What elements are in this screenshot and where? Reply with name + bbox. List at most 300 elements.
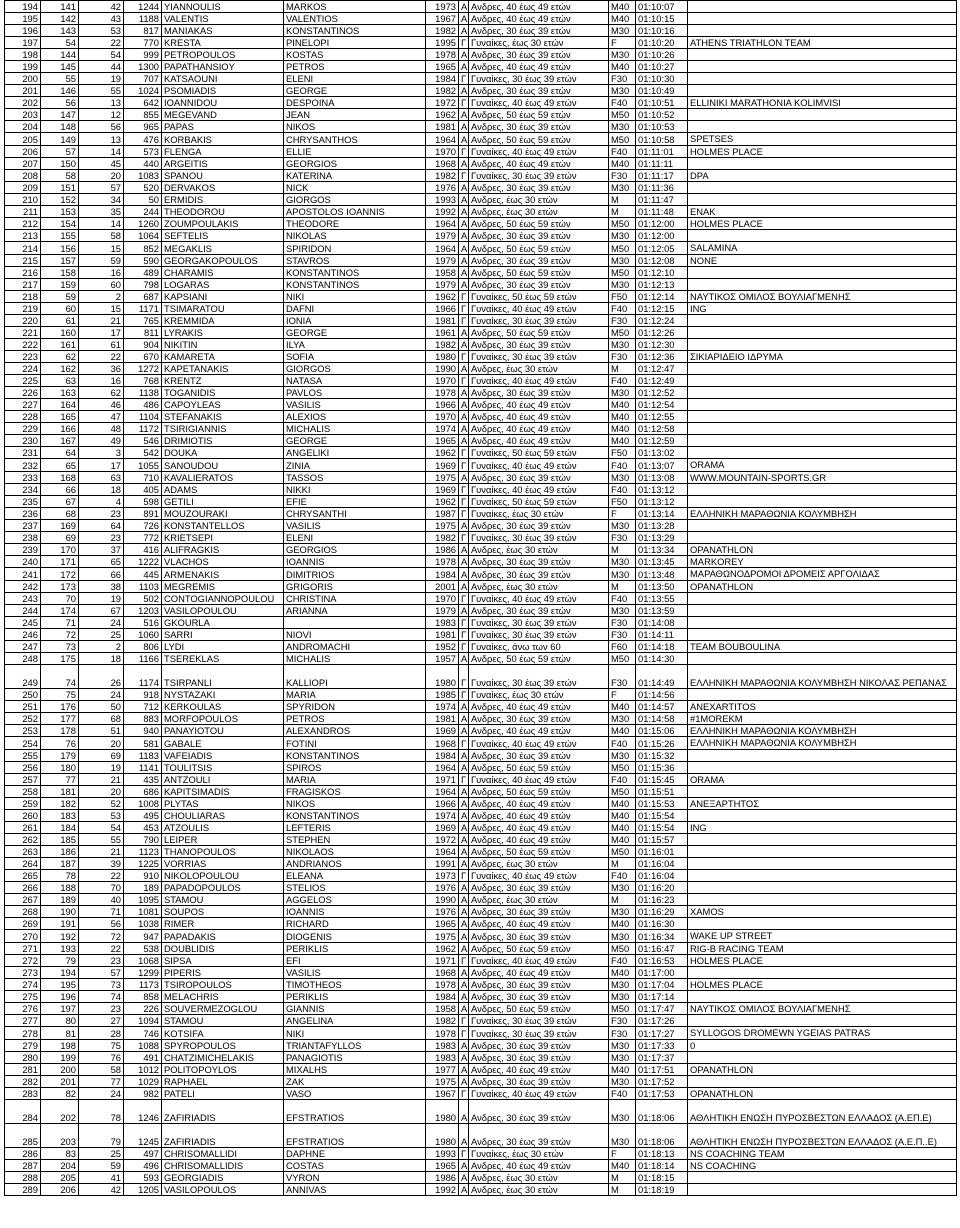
category-rank-cell: 66 bbox=[41, 483, 79, 495]
sex-cell: Α bbox=[459, 1184, 469, 1196]
category-cell: Ανδρες, 40 έως 49 ετών bbox=[469, 13, 609, 25]
time-cell: 01:15:53 bbox=[636, 797, 688, 809]
first-name-cell: LEFTERIS bbox=[284, 822, 426, 834]
first-name-cell: GIORGOS bbox=[284, 363, 426, 375]
class-cell: M30 bbox=[609, 471, 636, 483]
birth-year-cell: 1975 bbox=[426, 1076, 459, 1088]
bib-cell: 486 bbox=[124, 399, 162, 411]
surname-cell: VORRIAS bbox=[162, 858, 284, 870]
club-cell: WAKE UP STREET bbox=[688, 930, 957, 942]
position-cell: 204 bbox=[5, 121, 41, 133]
table-row bbox=[5, 544, 957, 556]
class-cell: M40 bbox=[609, 967, 636, 979]
sex-cell: Α bbox=[459, 411, 469, 423]
table-row bbox=[5, 737, 957, 749]
first-name-cell: GIANNIS bbox=[284, 1003, 426, 1015]
club-cell: NONE bbox=[688, 254, 957, 266]
category-cell: Ανδρες, 50 έως 59 ετών bbox=[469, 218, 609, 230]
class-cell: M50 bbox=[609, 785, 636, 797]
bib-cell: 1012 bbox=[124, 1063, 162, 1075]
time-cell: 01:11:01 bbox=[636, 145, 688, 157]
birth-year-cell: 1966 bbox=[426, 303, 459, 315]
surname-cell: PATELI bbox=[162, 1088, 284, 1100]
category-rank-cell: 158 bbox=[41, 266, 79, 278]
category-rank-cell: 187 bbox=[41, 858, 79, 870]
class-cell: F bbox=[609, 688, 636, 700]
category-cell: Ανδρες, 30 έως 39 ετών bbox=[469, 604, 609, 616]
bib-cell: 445 bbox=[124, 568, 162, 580]
table-row bbox=[5, 423, 957, 435]
time-cell: 01:13:02 bbox=[636, 447, 688, 459]
class-cell: F40 bbox=[609, 954, 636, 966]
surname-cell: SIPSA bbox=[162, 954, 284, 966]
position-cell: 269 bbox=[5, 918, 41, 930]
table-row bbox=[5, 266, 957, 278]
class-cell: M30 bbox=[609, 1076, 636, 1088]
class-rank-cell: 24 bbox=[79, 616, 124, 628]
surname-cell: DERVAKOS bbox=[162, 182, 284, 194]
time-cell: 01:17:37 bbox=[636, 1051, 688, 1063]
category-rank-cell: 83 bbox=[41, 1147, 79, 1159]
class-cell: M bbox=[609, 580, 636, 592]
class-rank-cell: 19 bbox=[79, 592, 124, 604]
birth-year-cell: 1978 bbox=[426, 556, 459, 568]
class-cell: F50 bbox=[609, 495, 636, 507]
position-cell: 209 bbox=[5, 182, 41, 194]
category-rank-cell: 65 bbox=[41, 459, 79, 471]
club-cell bbox=[688, 25, 957, 37]
category-rank-cell: 144 bbox=[41, 49, 79, 61]
category-cell: Ανδρες, 40 έως 49 ετών bbox=[469, 810, 609, 822]
class-cell: F50 bbox=[609, 447, 636, 459]
position-cell: 211 bbox=[5, 206, 41, 218]
surname-cell: THANOPOULOS bbox=[162, 846, 284, 858]
class-rank-cell: 35 bbox=[79, 206, 124, 218]
class-rank-cell: 56 bbox=[79, 121, 124, 133]
sex-cell: Α bbox=[459, 157, 469, 169]
category-cell: Ανδρες, 40 έως 49 ετών bbox=[469, 1063, 609, 1075]
bib-cell: 497 bbox=[124, 1147, 162, 1159]
category-rank-cell: 167 bbox=[41, 435, 79, 447]
position-cell: 267 bbox=[5, 894, 41, 906]
surname-cell: CHATZIMICHELAKIS bbox=[162, 1051, 284, 1063]
class-rank-cell: 76 bbox=[79, 1051, 124, 1063]
class-cell: M30 bbox=[609, 713, 636, 725]
category-rank-cell: 73 bbox=[41, 640, 79, 652]
category-rank-cell: 178 bbox=[41, 725, 79, 737]
birth-year-cell: 1965 bbox=[426, 435, 459, 447]
class-rank-cell: 72 bbox=[79, 930, 124, 942]
bib-cell: 1183 bbox=[124, 749, 162, 761]
club-cell: ΑΘΛΗΤΙΚΗ ΕΝΩΣΗ ΠΥΡΟΣΒΕΣΤΩΝ ΕΛΛΑΔΟΣ (Α.Ε.Π..Ε) bbox=[688, 1124, 957, 1148]
birth-year-cell: 1964 bbox=[426, 761, 459, 773]
sex-cell: Α bbox=[459, 810, 469, 822]
class-cell: F40 bbox=[609, 375, 636, 387]
table-row bbox=[5, 785, 957, 797]
table-row bbox=[5, 303, 957, 315]
bib-cell: 855 bbox=[124, 109, 162, 121]
sex-cell: Α bbox=[459, 13, 469, 25]
time-cell: 01:15:45 bbox=[636, 773, 688, 785]
club-cell bbox=[688, 423, 957, 435]
first-name-cell: TASSOS bbox=[284, 471, 426, 483]
class-cell: M50 bbox=[609, 1003, 636, 1015]
class-rank-cell: 71 bbox=[79, 906, 124, 918]
time-cell: 01:13:12 bbox=[636, 483, 688, 495]
birth-year-cell: 1970 bbox=[426, 375, 459, 387]
time-cell: 01:11:17 bbox=[636, 169, 688, 181]
category-rank-cell: 142 bbox=[41, 13, 79, 25]
category-cell: Γυναίκες, 30 έως 39 ετών bbox=[469, 665, 609, 689]
category-cell: Γυναίκες, 30 έως 39 ετών bbox=[469, 351, 609, 363]
class-cell: M40 bbox=[609, 423, 636, 435]
birth-year-cell: 1982 bbox=[426, 532, 459, 544]
sex-cell: Α bbox=[459, 1172, 469, 1184]
birth-year-cell: 1983 bbox=[426, 1039, 459, 1051]
position-cell: 285 bbox=[5, 1124, 41, 1148]
sex-cell: Α bbox=[459, 1051, 469, 1063]
table-row bbox=[5, 967, 957, 979]
class-cell: M bbox=[609, 194, 636, 206]
bib-cell: 1038 bbox=[124, 918, 162, 930]
birth-year-cell: 1982 bbox=[426, 85, 459, 97]
birth-year-cell: 1976 bbox=[426, 882, 459, 894]
birth-year-cell: 1981 bbox=[426, 713, 459, 725]
table-row bbox=[5, 822, 957, 834]
first-name-cell: SOFIA bbox=[284, 351, 426, 363]
class-cell: M40 bbox=[609, 810, 636, 822]
table-row bbox=[5, 1147, 957, 1159]
first-name-cell: NIKOS bbox=[284, 121, 426, 133]
time-cell: 01:13:34 bbox=[636, 544, 688, 556]
bib-cell: 999 bbox=[124, 49, 162, 61]
club-cell bbox=[688, 870, 957, 882]
category-cell: Ανδρες, 40 έως 49 ετών bbox=[469, 834, 609, 846]
club-cell: ANEXARTITOS bbox=[688, 700, 957, 712]
category-rank-cell: 184 bbox=[41, 822, 79, 834]
club-cell bbox=[688, 604, 957, 616]
table-row bbox=[5, 797, 957, 809]
class-cell: F50 bbox=[609, 290, 636, 302]
bib-cell: 817 bbox=[124, 25, 162, 37]
surname-cell: DOUKA bbox=[162, 447, 284, 459]
table-row bbox=[5, 194, 957, 206]
table-row bbox=[5, 339, 957, 351]
category-rank-cell: 71 bbox=[41, 616, 79, 628]
category-cell: Ανδρες, 50 έως 59 ετών bbox=[469, 133, 609, 145]
sex-cell: Α bbox=[459, 218, 469, 230]
class-rank-cell: 3 bbox=[79, 447, 124, 459]
category-rank-cell: 206 bbox=[41, 1184, 79, 1196]
class-cell: F30 bbox=[609, 616, 636, 628]
first-name-cell: KONSTANTINOS bbox=[284, 749, 426, 761]
birth-year-cell: 1965 bbox=[426, 61, 459, 73]
category-rank-cell: 174 bbox=[41, 604, 79, 616]
category-rank-cell: 173 bbox=[41, 580, 79, 592]
category-rank-cell: 197 bbox=[41, 1003, 79, 1015]
bib-cell: 798 bbox=[124, 278, 162, 290]
birth-year-cell: 1970 bbox=[426, 411, 459, 423]
time-cell: 01:15:06 bbox=[636, 725, 688, 737]
class-rank-cell: 22 bbox=[79, 870, 124, 882]
birth-year-cell: 1966 bbox=[426, 399, 459, 411]
sex-cell: Α bbox=[459, 520, 469, 532]
surname-cell: ERMIDIS bbox=[162, 194, 284, 206]
bib-cell: 790 bbox=[124, 834, 162, 846]
position-cell: 265 bbox=[5, 870, 41, 882]
class-cell: M40 bbox=[609, 1159, 636, 1171]
category-rank-cell: 170 bbox=[41, 544, 79, 556]
category-cell: Ανδρες, 40 έως 49 ετών bbox=[469, 61, 609, 73]
club-cell bbox=[688, 315, 957, 327]
bib-cell: 904 bbox=[124, 339, 162, 351]
table-row bbox=[5, 761, 957, 773]
bib-cell: 1123 bbox=[124, 846, 162, 858]
class-cell: F60 bbox=[609, 640, 636, 652]
position-cell: 247 bbox=[5, 640, 41, 652]
first-name-cell: KONSTANTINOS bbox=[284, 266, 426, 278]
club-cell bbox=[688, 628, 957, 640]
birth-year-cell: 1981 bbox=[426, 315, 459, 327]
class-rank-cell: 70 bbox=[79, 882, 124, 894]
category-rank-cell: 62 bbox=[41, 351, 79, 363]
birth-year-cell: 1962 bbox=[426, 942, 459, 954]
position-cell: 245 bbox=[5, 616, 41, 628]
time-cell: 01:14:57 bbox=[636, 700, 688, 712]
bib-cell: 642 bbox=[124, 97, 162, 109]
first-name-cell: NATASA bbox=[284, 375, 426, 387]
first-name-cell: NIKKI bbox=[284, 483, 426, 495]
table-row bbox=[5, 906, 957, 918]
category-rank-cell: 183 bbox=[41, 810, 79, 822]
birth-year-cell: 1957 bbox=[426, 653, 459, 665]
bib-cell: 1104 bbox=[124, 411, 162, 423]
category-cell: Ανδρες, 30 έως 39 ετών bbox=[469, 882, 609, 894]
bib-cell: 1166 bbox=[124, 653, 162, 665]
sex-cell: Α bbox=[459, 133, 469, 145]
time-cell: 01:16:30 bbox=[636, 918, 688, 930]
position-cell: 246 bbox=[5, 628, 41, 640]
surname-cell: MEGAKLIS bbox=[162, 242, 284, 254]
position-cell: 263 bbox=[5, 846, 41, 858]
time-cell: 01:12:10 bbox=[636, 266, 688, 278]
position-cell: 220 bbox=[5, 315, 41, 327]
time-cell: 01:12:14 bbox=[636, 290, 688, 302]
sex-cell: Α bbox=[459, 230, 469, 242]
position-cell: 216 bbox=[5, 266, 41, 278]
birth-year-cell: 1968 bbox=[426, 157, 459, 169]
table-row bbox=[5, 592, 957, 604]
birth-year-cell: 1981 bbox=[426, 121, 459, 133]
time-cell: 01:17:27 bbox=[636, 1027, 688, 1039]
birth-year-cell: 1964 bbox=[426, 133, 459, 145]
birth-year-cell: 1970 bbox=[426, 592, 459, 604]
club-cell: RIG-B RACING TEAM bbox=[688, 942, 957, 954]
sex-cell: Α bbox=[459, 568, 469, 580]
table-row bbox=[5, 85, 957, 97]
table-row bbox=[5, 121, 957, 133]
class-rank-cell: 61 bbox=[79, 339, 124, 351]
time-cell: 01:11:48 bbox=[636, 206, 688, 218]
first-name-cell: KOSTAS bbox=[284, 49, 426, 61]
club-cell: OPANATHLON bbox=[688, 1063, 957, 1075]
table-row bbox=[5, 471, 957, 483]
time-cell: 01:10:51 bbox=[636, 97, 688, 109]
bib-cell: 502 bbox=[124, 592, 162, 604]
category-rank-cell: 198 bbox=[41, 1039, 79, 1051]
bib-cell: 598 bbox=[124, 495, 162, 507]
class-rank-cell: 20 bbox=[79, 737, 124, 749]
position-cell: 243 bbox=[5, 592, 41, 604]
surname-cell: YIANNOULIS bbox=[162, 1, 284, 13]
class-cell: M40 bbox=[609, 411, 636, 423]
class-cell: M50 bbox=[609, 133, 636, 145]
bib-cell: 440 bbox=[124, 157, 162, 169]
birth-year-cell: 1983 bbox=[426, 616, 459, 628]
category-cell: Ανδρες, έως 30 ετών bbox=[469, 206, 609, 218]
class-cell: M50 bbox=[609, 327, 636, 339]
bib-cell: 1188 bbox=[124, 13, 162, 25]
surname-cell: KORBAKIS bbox=[162, 133, 284, 145]
surname-cell: STEFANAKIS bbox=[162, 411, 284, 423]
sex-cell: Γ bbox=[459, 954, 469, 966]
class-cell: M30 bbox=[609, 556, 636, 568]
club-cell bbox=[688, 495, 957, 507]
class-rank-cell: 26 bbox=[79, 665, 124, 689]
results-table bbox=[4, 0, 957, 1196]
sex-cell: Γ bbox=[459, 37, 469, 49]
sex-cell: Γ bbox=[459, 1015, 469, 1027]
birth-year-cell: 1986 bbox=[426, 544, 459, 556]
table-row bbox=[5, 1124, 957, 1148]
class-cell: M50 bbox=[609, 266, 636, 278]
club-cell: MARKOREY bbox=[688, 556, 957, 568]
category-cell: Ανδρες, 30 έως 39 ετών bbox=[469, 713, 609, 725]
sex-cell: Α bbox=[459, 604, 469, 616]
birth-year-cell: 1975 bbox=[426, 471, 459, 483]
class-rank-cell: 73 bbox=[79, 979, 124, 991]
class-rank-cell: 58 bbox=[79, 230, 124, 242]
time-cell: 01:10:20 bbox=[636, 37, 688, 49]
category-rank-cell: 148 bbox=[41, 121, 79, 133]
surname-cell: VASILOPOULOU bbox=[162, 604, 284, 616]
sex-cell: Α bbox=[459, 858, 469, 870]
position-cell: 224 bbox=[5, 363, 41, 375]
bib-cell: 1055 bbox=[124, 459, 162, 471]
table-row bbox=[5, 218, 957, 230]
bib-cell: 1222 bbox=[124, 556, 162, 568]
birth-year-cell: 1976 bbox=[426, 906, 459, 918]
time-cell: 01:15:54 bbox=[636, 822, 688, 834]
birth-year-cell: 1984 bbox=[426, 568, 459, 580]
position-cell: 227 bbox=[5, 399, 41, 411]
bib-cell: 811 bbox=[124, 327, 162, 339]
club-cell bbox=[688, 749, 957, 761]
sex-cell: Α bbox=[459, 906, 469, 918]
surname-cell: TSIROPOULOS bbox=[162, 979, 284, 991]
position-cell: 239 bbox=[5, 544, 41, 556]
first-name-cell: NIKOLAOS bbox=[284, 846, 426, 858]
position-cell: 284 bbox=[5, 1100, 41, 1124]
club-cell bbox=[688, 688, 957, 700]
first-name-cell: ZAK bbox=[284, 1076, 426, 1088]
category-rank-cell: 147 bbox=[41, 109, 79, 121]
category-cell: Ανδρες, 40 έως 49 ετών bbox=[469, 700, 609, 712]
position-cell: 281 bbox=[5, 1063, 41, 1075]
sex-cell: Γ bbox=[459, 640, 469, 652]
time-cell: 01:17:52 bbox=[636, 1076, 688, 1088]
class-cell: M30 bbox=[609, 882, 636, 894]
time-cell: 01:17:53 bbox=[636, 1088, 688, 1100]
first-name-cell: EFSTRATIOS bbox=[284, 1100, 426, 1124]
club-cell bbox=[688, 483, 957, 495]
class-rank-cell: 24 bbox=[79, 688, 124, 700]
sex-cell: Α bbox=[459, 1100, 469, 1124]
club-cell bbox=[688, 918, 957, 930]
sex-cell: Α bbox=[459, 942, 469, 954]
club-cell bbox=[688, 520, 957, 532]
position-cell: 251 bbox=[5, 700, 41, 712]
club-cell bbox=[688, 194, 957, 206]
category-cell: Γυναίκες, 40 έως 49 ετών bbox=[469, 737, 609, 749]
bib-cell: 982 bbox=[124, 1088, 162, 1100]
first-name-cell: TIMOTHEOS bbox=[284, 979, 426, 991]
time-cell: 01:16:04 bbox=[636, 858, 688, 870]
class-rank-cell: 42 bbox=[79, 1184, 124, 1196]
first-name-cell: NICK bbox=[284, 182, 426, 194]
surname-cell: MEGEVAND bbox=[162, 109, 284, 121]
surname-cell: PETROPOULOS bbox=[162, 49, 284, 61]
class-cell: F30 bbox=[609, 628, 636, 640]
category-rank-cell: 63 bbox=[41, 375, 79, 387]
table-row bbox=[5, 73, 957, 85]
time-cell: 01:16:23 bbox=[636, 894, 688, 906]
club-cell bbox=[688, 375, 957, 387]
bib-cell: 495 bbox=[124, 810, 162, 822]
class-rank-cell: 2 bbox=[79, 290, 124, 302]
table-row bbox=[5, 1063, 957, 1075]
category-rank-cell: 56 bbox=[41, 97, 79, 109]
category-rank-cell: 61 bbox=[41, 315, 79, 327]
sex-cell: Γ bbox=[459, 1088, 469, 1100]
surname-cell: KERKOULAS bbox=[162, 700, 284, 712]
surname-cell: ARGEITIS bbox=[162, 157, 284, 169]
club-cell: ING bbox=[688, 303, 957, 315]
time-cell: 01:10:49 bbox=[636, 85, 688, 97]
first-name-cell: PETROS bbox=[284, 61, 426, 73]
first-name-cell: SPIRIDON bbox=[284, 242, 426, 254]
category-cell: Ανδρες, 30 έως 39 ετών bbox=[469, 520, 609, 532]
position-cell: 195 bbox=[5, 13, 41, 25]
birth-year-cell: 1981 bbox=[426, 628, 459, 640]
surname-cell: VASILOPOULOS bbox=[162, 1184, 284, 1196]
table-row bbox=[5, 810, 957, 822]
first-name-cell: KONSTANTINOS bbox=[284, 25, 426, 37]
bib-cell: 244 bbox=[124, 206, 162, 218]
sex-cell: Γ bbox=[459, 73, 469, 85]
class-cell: F30 bbox=[609, 1015, 636, 1027]
class-rank-cell: 42 bbox=[79, 1, 124, 13]
table-row bbox=[5, 616, 957, 628]
position-cell: 234 bbox=[5, 483, 41, 495]
club-cell: OPANATHLON bbox=[688, 1088, 957, 1100]
club-cell bbox=[688, 73, 957, 85]
club-cell: ΣΙΚΙΑΡΙΔΕΙΟ ΙΔΡΥΜΑ bbox=[688, 351, 957, 363]
club-cell: SPETSES bbox=[688, 133, 957, 145]
club-cell bbox=[688, 266, 957, 278]
surname-cell: DOUBLIDIS bbox=[162, 942, 284, 954]
class-rank-cell: 23 bbox=[79, 1003, 124, 1015]
